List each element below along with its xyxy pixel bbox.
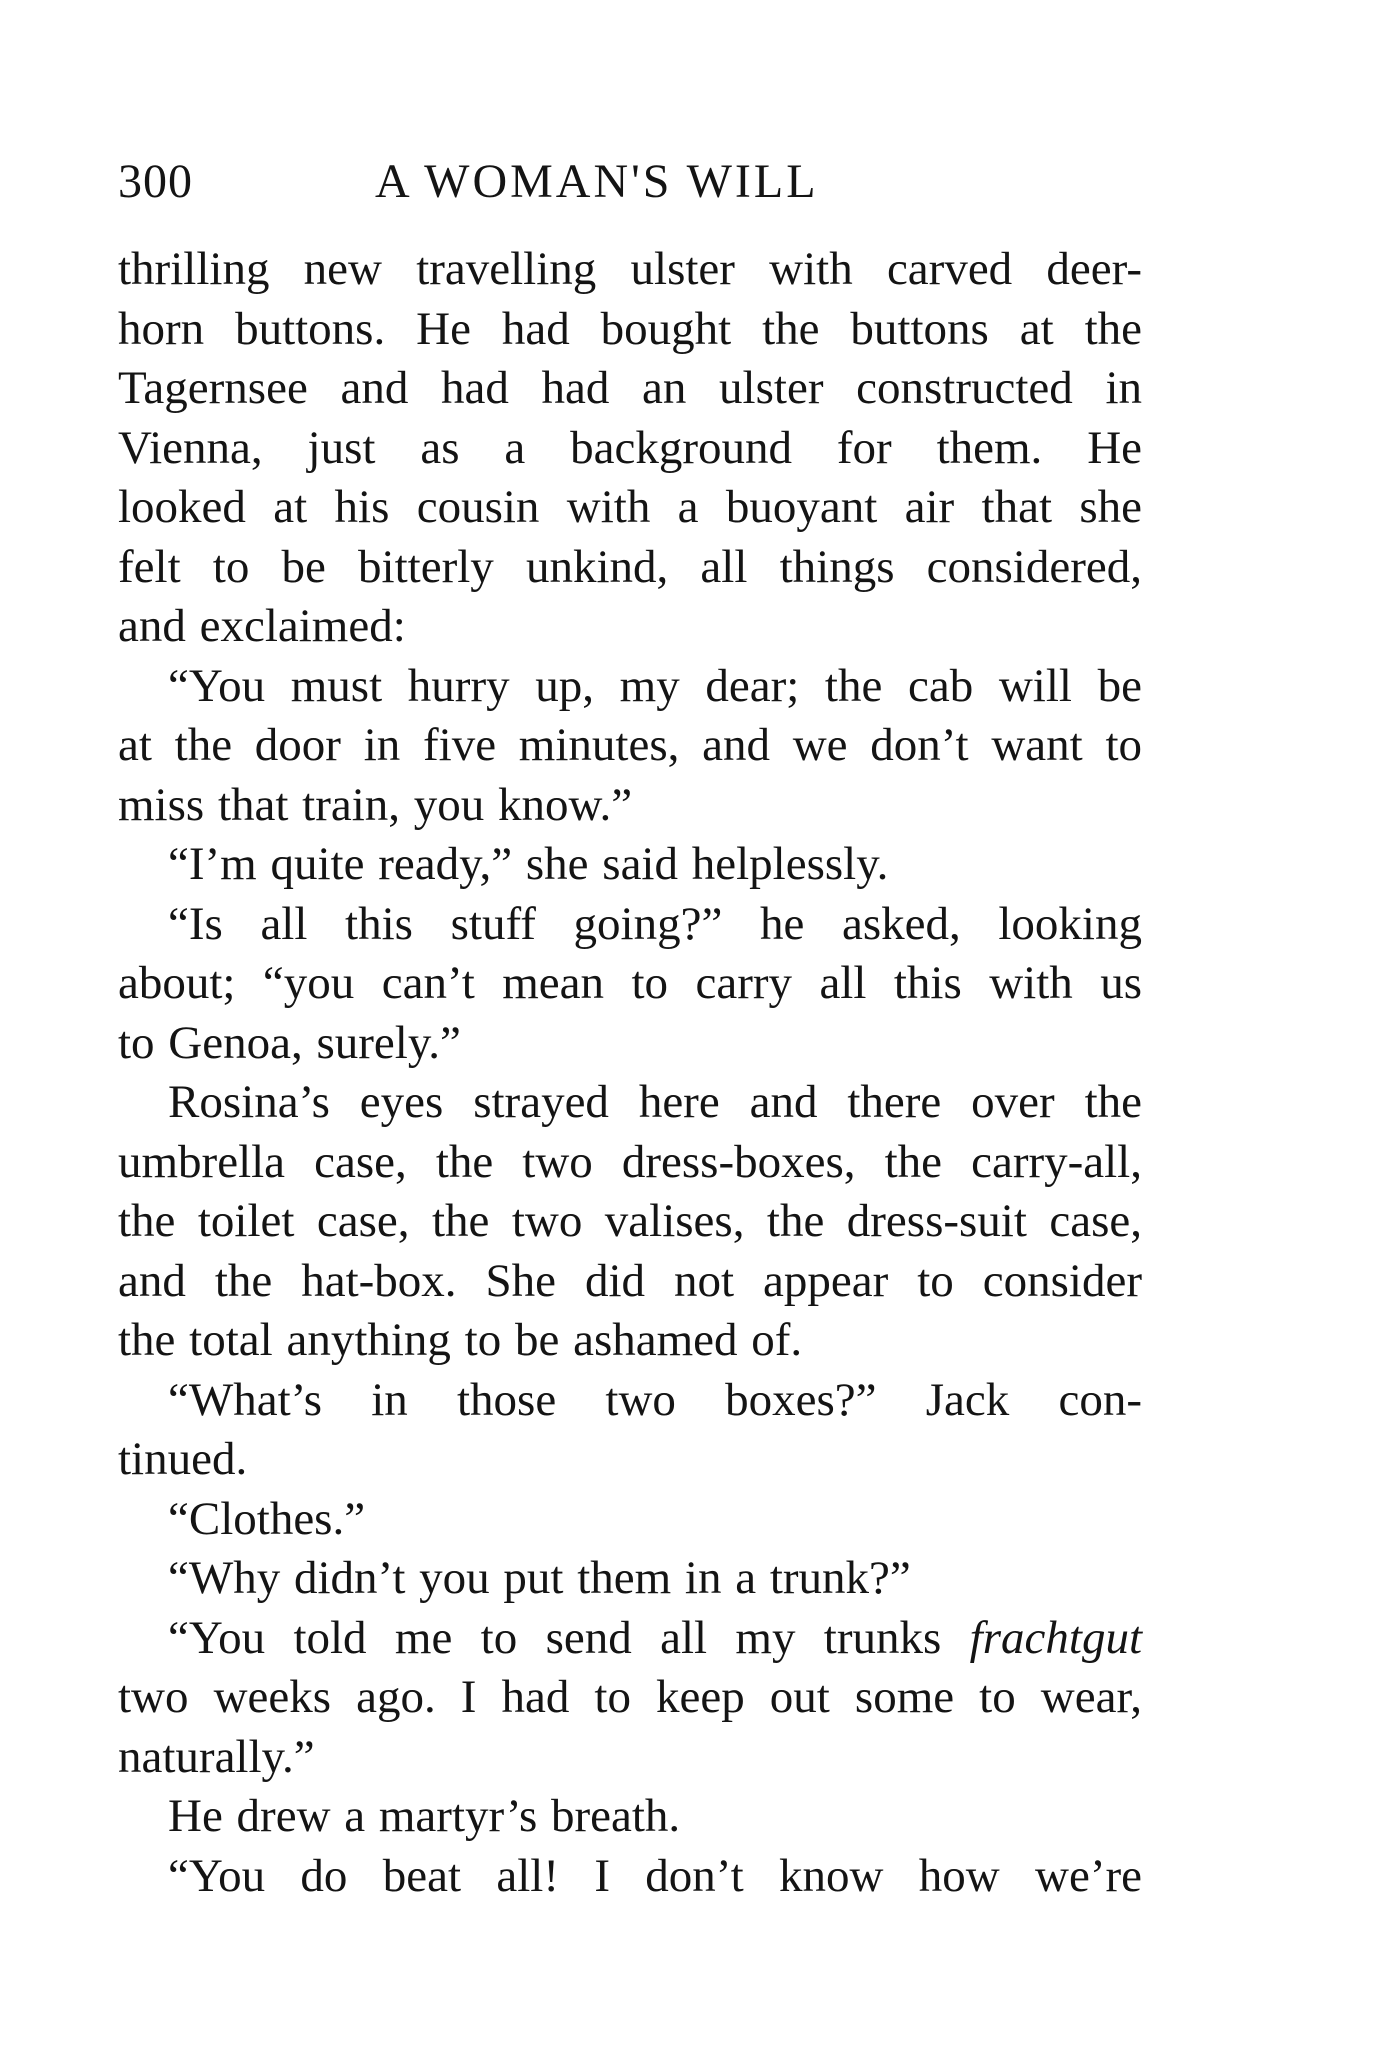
text-line: the total anything to be ashamed of. (118, 1314, 803, 1366)
text-line: umbrella case, the two dress-boxes, the carry-all, (118, 1135, 1142, 1188)
text-line: He drew a martyr’s breath. (168, 1790, 681, 1842)
text-line: Tagernsee and had had an ulster constructed in (118, 362, 1142, 414)
text-line: “I’m quite ready,” she said helplessly. (168, 838, 889, 890)
text-line-roman: “You told me to send all my trunks (168, 1611, 970, 1664)
text-line: “Why didn’t you put them in a trunk?” (168, 1552, 911, 1604)
text-line: the toilet case, the two valises, the dress-suit case, (118, 1195, 1142, 1247)
text-line: at the door in five minutes, and we don’t want to (118, 719, 1142, 771)
text-line: “You must hurry up, my dear; the cab will be (168, 659, 1142, 712)
text-line (118, 1609, 1142, 1669)
text-line: to Genoa, surely.” (118, 1016, 461, 1069)
text-line: “You do beat all! I don’t know how we’re (168, 1849, 1142, 1902)
text-line: horn buttons. He had bought the buttons at the (118, 302, 1142, 355)
running-head (118, 150, 1142, 214)
text-line: “Clothes.” (168, 1492, 366, 1545)
text-line: naturally.” (118, 1730, 315, 1783)
text-line: tinued. (118, 1433, 248, 1485)
text-line: looked at his cousin with a buoyant air that she (118, 481, 1142, 533)
text-line: Rosina’s eyes strayed here and there over the (168, 1076, 1142, 1128)
text-line: and the hat-box. She did not appear to consider (118, 1254, 1142, 1307)
text-line: two weeks ago. I had to keep out some to wear, (118, 1671, 1142, 1723)
text-line: miss that train, you know.” (118, 778, 633, 831)
italic-word: frachtgut (969, 1611, 1142, 1664)
text-line: “Is all this stuff going?” he asked, looking (168, 897, 1142, 950)
running-title: A WOMAN'S WILL (375, 155, 819, 208)
text-line: thrilling new travelling ulster with carved deer- (118, 243, 1142, 295)
text-line: felt to be bitterly unkind, all things considered, (118, 540, 1142, 593)
text-line: Vienna, just as a background for them. He (118, 421, 1142, 474)
text-line: and exclaimed: (118, 600, 406, 652)
page-number: 300 (118, 155, 193, 208)
text-line: about; “you can’t mean to carry all this with us (118, 957, 1142, 1009)
body-text (118, 240, 1142, 1906)
text-line: “What’s in those two boxes?” Jack con- (168, 1373, 1142, 1426)
